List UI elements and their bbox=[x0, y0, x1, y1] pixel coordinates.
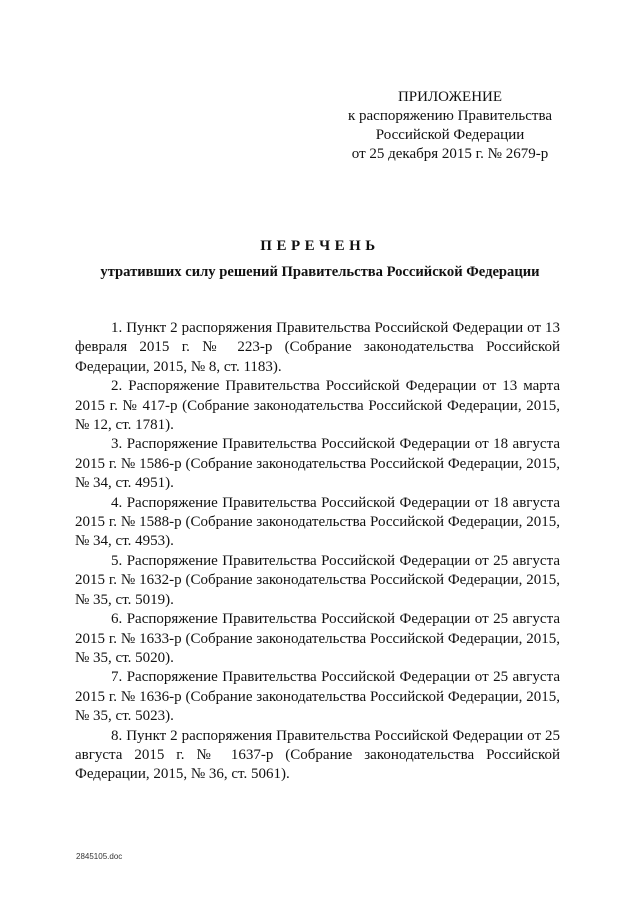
appendix-reference: к распоряжению Правительства bbox=[347, 108, 552, 124]
list-item: 1. Пункт 2 распоряжения Правительства Российской Федерации от 13 февраля 2015 г. № 223-р (Собрание законодательства Российской Федерации, 2015, № 8, ст. 1183). bbox=[75, 320, 560, 375]
list-item: 5. Распоряжение Правительства Российской Федерации от 25 августа 2015 г. № 1632-р (Собрание законодательства Российской Федерации, 2015, № 35, ст. 5019). bbox=[75, 552, 560, 608]
document-subtitle: утративших силу решений Правительства Российской Федерации bbox=[100, 264, 540, 280]
list-item: 6. Распоряжение Правительства Российской Федерации от 25 августа 2015 г. № 1633-р (Собрание законодательства Российской Федерации, 2015, № 35, ст. 5020). bbox=[75, 611, 560, 666]
appendix-label: ПРИЛОЖЕНИЕ bbox=[397, 89, 503, 105]
appendix-block bbox=[340, 88, 560, 164]
items-list bbox=[75, 319, 560, 785]
list-item: 4. Распоряжение Правительства Российской Федерации от 18 августа 2015 г. № 1588-р (Собрание законодательства Российской Федерации, 2015, № 34, ст. 4953). bbox=[75, 494, 560, 550]
list-item: 8. Пункт 2 распоряжения Правительства Российской Федерации от 25 августа 2015 г. № 1637-р (Собрание законодательства Российской Федерации, 2015, № 36, ст. 5061). bbox=[75, 727, 560, 783]
list-item: 3. Распоряжение Правительства Российской Федерации от 18 августа 2015 г. № 1586-р (Собрание законодательства Российской Федерации, 2015, № 34, ст. 4951). bbox=[75, 436, 560, 492]
appendix-authority: Российской Федерации bbox=[375, 127, 525, 143]
document-title: ПЕРЕЧЕНЬ bbox=[260, 238, 380, 254]
list-item: 7. Распоряжение Правительства Российской Федерации от 25 августа 2015 г. № 1636-р (Собрание законодательства Российской Федерации, 2015, № 35, ст. 5023). bbox=[75, 669, 560, 725]
file-name-footer: 2845105.doc bbox=[76, 852, 123, 861]
appendix-date-number: от 25 декабря 2015 г. № 2679-р bbox=[351, 146, 549, 162]
list-item: 2. Распоряжение Правительства Российской Федерации от 13 марта 2015 г. № 417-р (Собрание законодательства Российской Федерации, 2015, № 12, ст. 1781). bbox=[75, 378, 560, 434]
